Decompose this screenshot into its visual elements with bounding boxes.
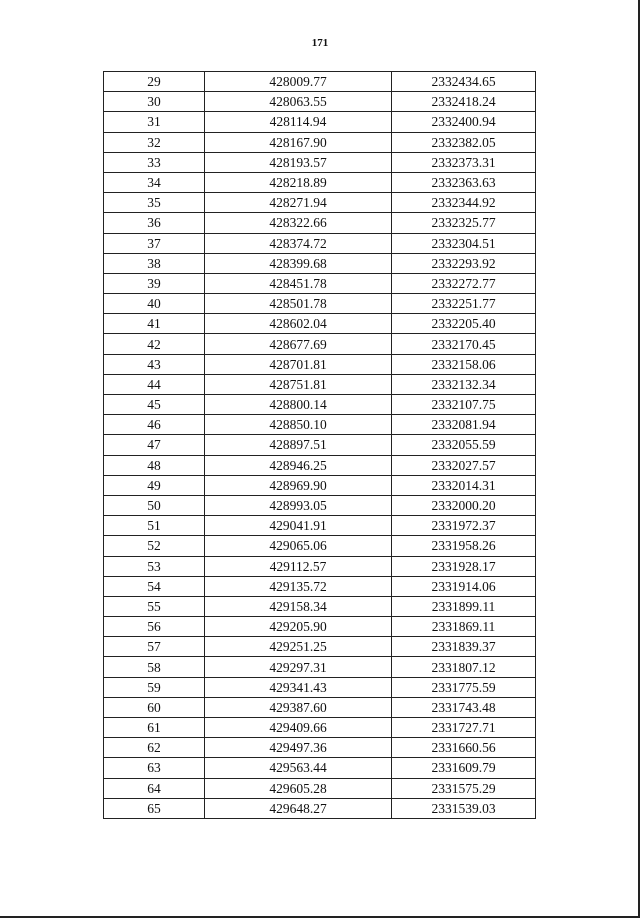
x-coordinate-cell: 428897.51 [205, 435, 392, 455]
y-coordinate-cell: 2332293.92 [392, 253, 536, 273]
y-coordinate-cell: 2332434.65 [392, 72, 536, 92]
x-coordinate-cell: 428850.10 [205, 415, 392, 435]
x-coordinate-cell: 428218.89 [205, 172, 392, 192]
y-coordinate-cell: 2331958.26 [392, 536, 536, 556]
table-row [104, 132, 536, 152]
y-coordinate-cell: 2332418.24 [392, 92, 536, 112]
y-coordinate-cell: 2332382.05 [392, 132, 536, 152]
point-number-cell: 53 [104, 556, 205, 576]
coordinate-table-body [104, 72, 536, 819]
table-row [104, 354, 536, 374]
x-coordinate-cell: 428993.05 [205, 495, 392, 515]
x-coordinate-cell: 428114.94 [205, 112, 392, 132]
point-number-cell: 31 [104, 112, 205, 132]
y-coordinate-cell: 2332014.31 [392, 475, 536, 495]
y-coordinate-cell: 2332205.40 [392, 314, 536, 334]
page-number: 171 [311, 37, 329, 49]
x-coordinate-cell: 428399.68 [205, 253, 392, 273]
table-row [104, 495, 536, 515]
table-row [104, 778, 536, 798]
y-coordinate-cell: 2331972.37 [392, 516, 536, 536]
table-row [104, 172, 536, 192]
y-coordinate-cell: 2331807.12 [392, 657, 536, 677]
x-coordinate-cell: 429297.31 [205, 657, 392, 677]
point-number-cell: 46 [104, 415, 205, 435]
point-number-cell: 60 [104, 697, 205, 717]
table-row [104, 758, 536, 778]
y-coordinate-cell: 2332081.94 [392, 415, 536, 435]
y-coordinate-cell: 2332400.94 [392, 112, 536, 132]
x-coordinate-cell: 428501.78 [205, 294, 392, 314]
point-number-cell: 59 [104, 677, 205, 697]
table-row [104, 738, 536, 758]
x-coordinate-cell: 428167.90 [205, 132, 392, 152]
y-coordinate-cell: 2331899.11 [392, 596, 536, 616]
point-number-cell: 43 [104, 354, 205, 374]
x-coordinate-cell: 429251.25 [205, 637, 392, 657]
point-number-cell: 38 [104, 253, 205, 273]
table-row [104, 718, 536, 738]
x-coordinate-cell: 428374.72 [205, 233, 392, 253]
x-coordinate-cell: 429387.60 [205, 697, 392, 717]
point-number-cell: 55 [104, 596, 205, 616]
point-number-cell: 61 [104, 718, 205, 738]
y-coordinate-cell: 2331539.03 [392, 798, 536, 818]
y-coordinate-cell: 2331609.79 [392, 758, 536, 778]
table-row [104, 72, 536, 92]
y-coordinate-cell: 2332000.20 [392, 495, 536, 515]
point-number-cell: 35 [104, 193, 205, 213]
point-number-cell: 52 [104, 536, 205, 556]
x-coordinate-cell: 429563.44 [205, 758, 392, 778]
point-number-cell: 40 [104, 294, 205, 314]
table-row [104, 617, 536, 637]
table-row [104, 596, 536, 616]
point-number-cell: 51 [104, 516, 205, 536]
table-row [104, 152, 536, 172]
point-number-cell: 29 [104, 72, 205, 92]
point-number-cell: 57 [104, 637, 205, 657]
y-coordinate-cell: 2332158.06 [392, 354, 536, 374]
table-row [104, 92, 536, 112]
y-coordinate-cell: 2331914.06 [392, 576, 536, 596]
point-number-cell: 41 [104, 314, 205, 334]
point-number-cell: 48 [104, 455, 205, 475]
coordinate-table [103, 71, 536, 819]
y-coordinate-cell: 2331869.11 [392, 617, 536, 637]
x-coordinate-cell: 429409.66 [205, 718, 392, 738]
point-number-cell: 56 [104, 617, 205, 637]
table-row [104, 455, 536, 475]
point-number-cell: 49 [104, 475, 205, 495]
y-coordinate-cell: 2332027.57 [392, 455, 536, 475]
point-number-cell: 65 [104, 798, 205, 818]
x-coordinate-cell: 429065.06 [205, 536, 392, 556]
table-row [104, 657, 536, 677]
y-coordinate-cell: 2332373.31 [392, 152, 536, 172]
x-coordinate-cell: 429041.91 [205, 516, 392, 536]
table-row [104, 294, 536, 314]
x-coordinate-cell: 428677.69 [205, 334, 392, 354]
y-coordinate-cell: 2332363.63 [392, 172, 536, 192]
point-number-cell: 34 [104, 172, 205, 192]
table-row [104, 536, 536, 556]
table-row [104, 193, 536, 213]
x-coordinate-cell: 429497.36 [205, 738, 392, 758]
y-coordinate-cell: 2331660.56 [392, 738, 536, 758]
x-coordinate-cell: 428969.90 [205, 475, 392, 495]
point-number-cell: 47 [104, 435, 205, 455]
y-coordinate-cell: 2332304.51 [392, 233, 536, 253]
x-coordinate-cell: 428451.78 [205, 273, 392, 293]
x-coordinate-cell: 429341.43 [205, 677, 392, 697]
y-coordinate-cell: 2331575.29 [392, 778, 536, 798]
point-number-cell: 37 [104, 233, 205, 253]
table-row [104, 516, 536, 536]
point-number-cell: 62 [104, 738, 205, 758]
point-number-cell: 58 [104, 657, 205, 677]
table-row [104, 677, 536, 697]
x-coordinate-cell: 429112.57 [205, 556, 392, 576]
table-row [104, 233, 536, 253]
x-coordinate-cell: 428009.77 [205, 72, 392, 92]
y-coordinate-cell: 2332132.34 [392, 374, 536, 394]
x-coordinate-cell: 428063.55 [205, 92, 392, 112]
y-coordinate-cell: 2332272.77 [392, 273, 536, 293]
point-number-cell: 64 [104, 778, 205, 798]
table-row [104, 213, 536, 233]
table-row [104, 435, 536, 455]
x-coordinate-cell: 429605.28 [205, 778, 392, 798]
y-coordinate-cell: 2332170.45 [392, 334, 536, 354]
y-coordinate-cell: 2331775.59 [392, 677, 536, 697]
point-number-cell: 42 [104, 334, 205, 354]
table-row [104, 112, 536, 132]
x-coordinate-cell: 428193.57 [205, 152, 392, 172]
y-coordinate-cell: 2332055.59 [392, 435, 536, 455]
point-number-cell: 36 [104, 213, 205, 233]
table-row [104, 415, 536, 435]
table-row [104, 273, 536, 293]
table-row [104, 395, 536, 415]
x-coordinate-cell: 429648.27 [205, 798, 392, 818]
x-coordinate-cell: 429158.34 [205, 596, 392, 616]
point-number-cell: 50 [104, 495, 205, 515]
y-coordinate-cell: 2331727.71 [392, 718, 536, 738]
table-row [104, 798, 536, 818]
y-coordinate-cell: 2332344.92 [392, 193, 536, 213]
y-coordinate-cell: 2331928.17 [392, 556, 536, 576]
point-number-cell: 39 [104, 273, 205, 293]
table-row [104, 475, 536, 495]
y-coordinate-cell: 2332251.77 [392, 294, 536, 314]
x-coordinate-cell: 428946.25 [205, 455, 392, 475]
x-coordinate-cell: 428602.04 [205, 314, 392, 334]
point-number-cell: 45 [104, 395, 205, 415]
x-coordinate-cell: 428322.66 [205, 213, 392, 233]
point-number-cell: 30 [104, 92, 205, 112]
point-number-cell: 63 [104, 758, 205, 778]
y-coordinate-cell: 2331743.48 [392, 697, 536, 717]
y-coordinate-cell: 2332325.77 [392, 213, 536, 233]
table-row [104, 697, 536, 717]
x-coordinate-cell: 428751.81 [205, 374, 392, 394]
table-row [104, 334, 536, 354]
table-row [104, 556, 536, 576]
x-coordinate-cell: 428800.14 [205, 395, 392, 415]
table-row [104, 576, 536, 596]
x-coordinate-cell: 428701.81 [205, 354, 392, 374]
y-coordinate-cell: 2332107.75 [392, 395, 536, 415]
point-number-cell: 54 [104, 576, 205, 596]
x-coordinate-cell: 428271.94 [205, 193, 392, 213]
point-number-cell: 33 [104, 152, 205, 172]
y-coordinate-cell: 2331839.37 [392, 637, 536, 657]
table-row [104, 374, 536, 394]
table-row [104, 637, 536, 657]
x-coordinate-cell: 429135.72 [205, 576, 392, 596]
x-coordinate-cell: 429205.90 [205, 617, 392, 637]
point-number-cell: 32 [104, 132, 205, 152]
point-number-cell: 44 [104, 374, 205, 394]
table-row [104, 314, 536, 334]
table-row [104, 253, 536, 273]
